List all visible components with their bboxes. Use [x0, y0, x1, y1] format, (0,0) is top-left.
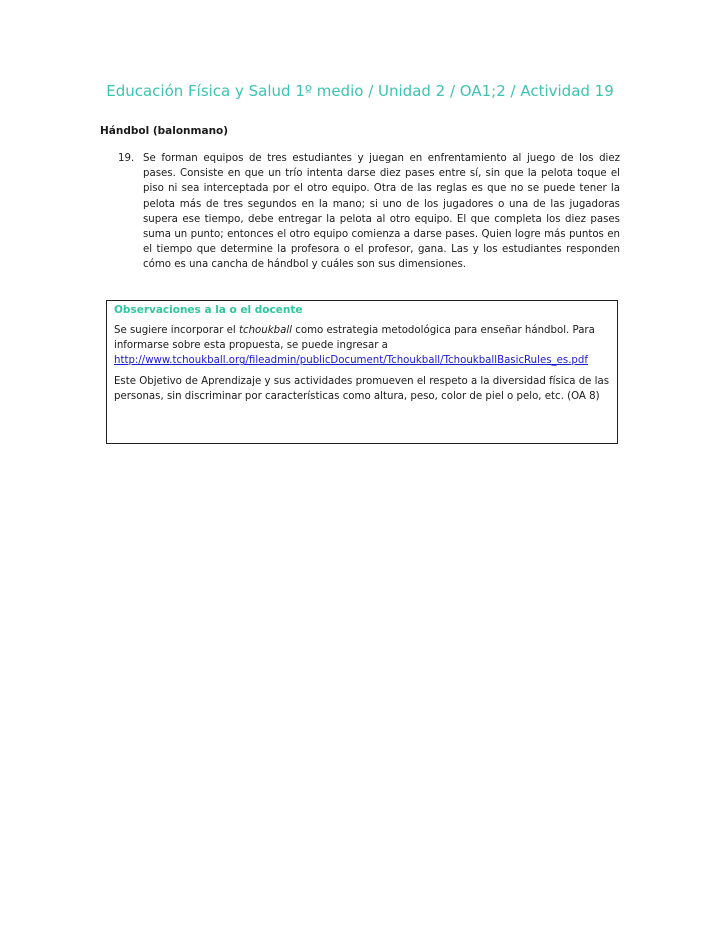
- page-title: Educación Física y Salud 1º medio / Unidad 2 / OA1;2 / Actividad 19: [106, 82, 614, 100]
- activity-item: [118, 151, 620, 273]
- observations-text-before: Se sugiere incorporar el: [114, 325, 239, 336]
- tchoukball-rules-link[interactable]: http://www.tchoukball.org/fileadmin/publicDocument/Tchoukball/TchoukballBasicRules_es.pdf: [114, 355, 588, 367]
- observations-paragraph-2: Este Objetivo de Aprendizaje y sus actividades promueven el respeto a la diversidad física de las personas, sin discriminar por características como altura, peso, color de piel o pelo, etc. (OA 8): [114, 375, 610, 402]
- activity-text: Se forman equipos de tres estudiantes y juegan en enfrentamiento al juego de los diez pases. Consiste en que un trío intenta darse diez pases entre sí, sin que la pelota toque el piso ni sea interceptada por el otro equipo. Otra de las reglas es que no se puede tener la pelota más de tres segundos en la mano; si uno de los jugadores o una de las jugadoras supera ese tiempo, debe entregar la pelota al otro equipo. El que completa los diez pases suma un punto; entonces el otro equipo comienza a darse pases. Quien logre más puntos en el tiempo que determine la profesora o el profesor, gana. Las y los estudiantes responden cómo es una cancha de hándbol y cuáles son sus dimensiones.: [143, 153, 620, 271]
- tchoukball-term: tchoukball: [238, 325, 292, 336]
- observations-box: [106, 300, 618, 444]
- observations-title: Observaciones a la o el docente: [114, 304, 303, 316]
- observations-text-after: como estrategia metodológica para enseñar hándbol. Para informarse sobre esta propuesta, se puede ingresar a: [114, 325, 595, 352]
- section-heading: Hándbol (balonmano): [100, 125, 229, 137]
- activity-number: 19.: [118, 153, 135, 164]
- observations-paragraph-1: [114, 323, 610, 369]
